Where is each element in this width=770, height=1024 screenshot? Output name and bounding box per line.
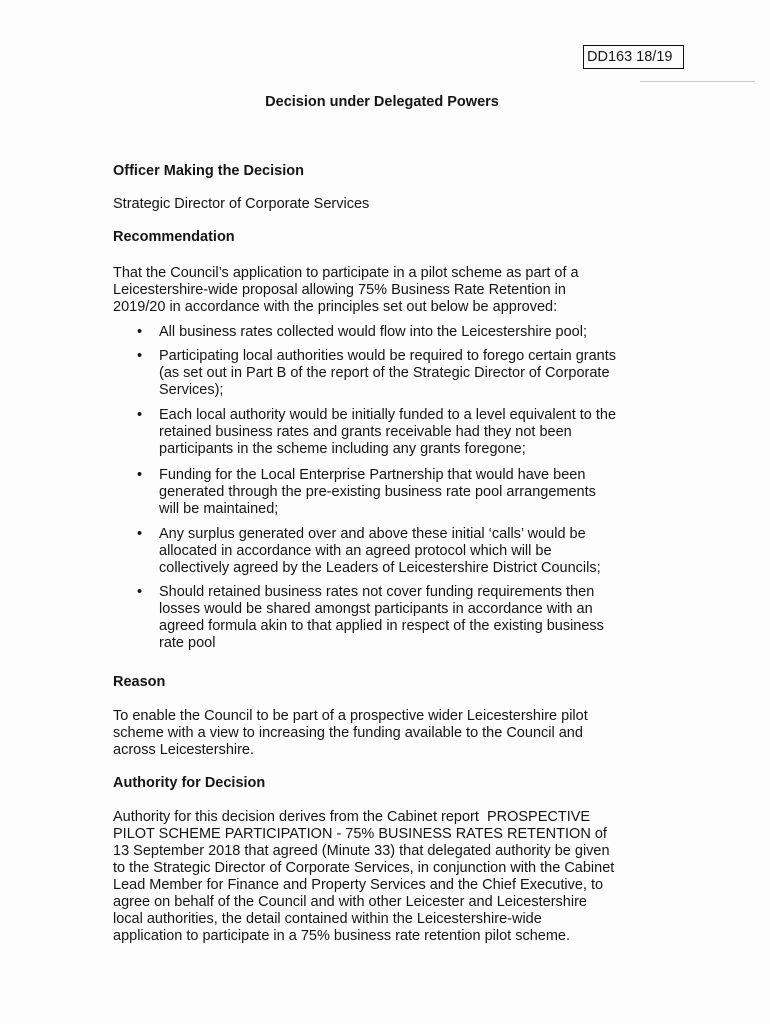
bullet-text bbox=[159, 584, 604, 652]
authority-line: Authority for this decision derives from the Cabinet report PROSPECTIVE bbox=[113, 809, 591, 825]
bullet-line: agreed formula akin to that applied in respect of the existing business bbox=[159, 618, 604, 634]
document-title: Decision under Delegated Powers bbox=[265, 94, 499, 110]
reason-paragraph bbox=[113, 708, 588, 759]
authority-paragraph bbox=[113, 809, 614, 945]
bullet-line: collectively agreed by the Leaders of Leicestershire District Councils; bbox=[159, 560, 601, 576]
bullet-icon: • bbox=[137, 467, 143, 483]
authority-line: PILOT SCHEME PARTICIPATION - 75% BUSINESS RATES RETENTION of bbox=[113, 826, 607, 842]
authority-line: local authorities, the detail contained within the Leicestershire-wide bbox=[113, 911, 542, 927]
officer-value: Strategic Director of Corporate Services bbox=[113, 196, 370, 212]
bullet-icon: • bbox=[137, 584, 143, 600]
bullet-icon: • bbox=[137, 348, 143, 364]
bullet-line: retained business rates and grants receivable had they not been bbox=[159, 424, 572, 440]
authority-heading: Authority for Decision bbox=[113, 775, 266, 791]
reason-line: across Leicestershire. bbox=[113, 742, 255, 758]
bullet-text bbox=[159, 467, 596, 518]
bullet-line: Funding for the Local Enterprise Partnership that would have been bbox=[159, 467, 586, 483]
recommendation-intro-line: Leicestershire-wide proposal allowing 75% Business Rate Retention in bbox=[113, 282, 566, 298]
reason-heading: Reason bbox=[113, 674, 166, 690]
recommendation-intro-line: 2019/20 in accordance with the principles set out below be approved: bbox=[113, 299, 558, 315]
bullet-icon: • bbox=[137, 407, 143, 423]
bullet-text bbox=[159, 407, 616, 458]
bullet-line: Services); bbox=[159, 382, 224, 398]
authority-line: Lead Member for Finance and Property Services and the Chief Executive, to bbox=[113, 877, 604, 893]
reason-line: scheme with a view to increasing the funding available to the Council and bbox=[113, 725, 583, 741]
bullet-text bbox=[159, 526, 601, 577]
authority-line: agree on behalf of the Council and with other Leicester and Leicestershire bbox=[113, 894, 587, 910]
bullet-line: allocated in accordance with an agreed protocol which will be bbox=[159, 543, 552, 559]
bullet-line: rate pool bbox=[159, 635, 216, 651]
recommendation-intro bbox=[113, 265, 579, 316]
bullet-line: generated through the pre-existing business rate pool arrangements bbox=[159, 484, 596, 500]
bullet-line: losses would be shared amongst participants in accordance with an bbox=[159, 601, 593, 617]
bullet-icon: • bbox=[137, 324, 143, 340]
bullet-line: Participating local authorities would be required to forego certain grants bbox=[159, 348, 617, 364]
bullet-line: Any surplus generated over and above these initial ‘calls’ would be bbox=[159, 526, 586, 542]
bullet-icon: • bbox=[137, 526, 143, 542]
reason-line: To enable the Council to be part of a prospective wider Leicestershire pilot bbox=[113, 708, 588, 724]
bullet-line: participants in the scheme including any grants foregone; bbox=[159, 441, 526, 457]
authority-line: 13 September 2018 that agreed (Minute 33) that delegated authority be given bbox=[113, 843, 610, 859]
bullet-text bbox=[159, 324, 587, 341]
recommendation-intro-line: That the Council’s application to participate in a pilot scheme as part of a bbox=[113, 265, 579, 281]
reference-number-box: DD163 18/19 bbox=[583, 45, 684, 69]
bullet-line: will be maintained; bbox=[159, 501, 279, 517]
reference-underline bbox=[640, 81, 755, 82]
officer-heading: Officer Making the Decision bbox=[113, 163, 304, 179]
authority-line: application to participate in a 75% business rate retention pilot scheme. bbox=[113, 928, 571, 944]
bullet-line: (as set out in Part B of the report of the Strategic Director of Corporate bbox=[159, 365, 610, 381]
recommendation-heading: Recommendation bbox=[113, 229, 235, 245]
bullet-line: Should retained business rates not cover funding requirements then bbox=[159, 584, 595, 600]
authority-line: to the Strategic Director of Corporate Services, in conjunction with the Cabinet bbox=[113, 860, 615, 876]
bullet-text bbox=[159, 348, 616, 399]
bullet-line: All business rates collected would flow into the Leicestershire pool; bbox=[159, 324, 587, 340]
bullet-line: Each local authority would be initially funded to a level equivalent to the bbox=[159, 407, 617, 423]
